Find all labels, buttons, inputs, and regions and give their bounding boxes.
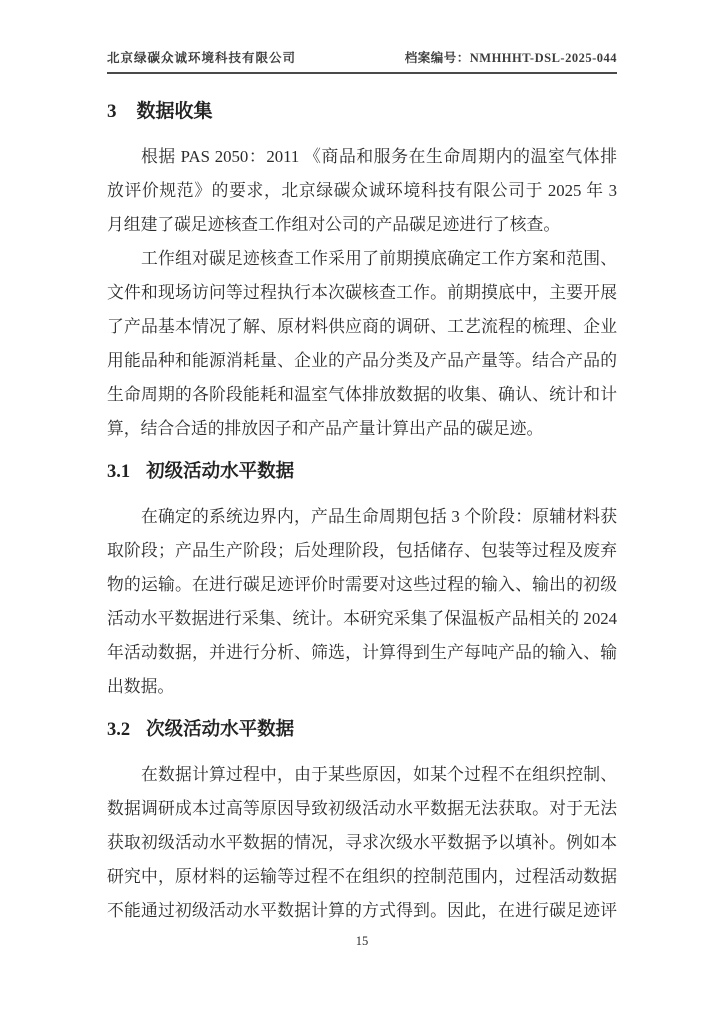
page-number: 15 (355, 934, 369, 948)
paragraph-line: 放评价规范》的要求，北京绿碳众诚环境科技有限公司于 2025 年 3 (107, 181, 617, 200)
paragraph-line: 用能品种和能源消耗量、企业的产品分类及产品产量等。结合产品的 (107, 351, 617, 370)
paragraph-line: 在确定的系统边界内，产品生命周期包括 3 个阶段：原辅材料获 (141, 507, 617, 526)
paragraph-line: 文件和现场访问等过程执行本次碳核查工作。前期摸底中，主要开展 (107, 283, 617, 302)
paragraph-line: 获取初级活动水平数据的情况，寻求次级水平数据予以填补。例如本 (107, 833, 617, 852)
header-file-number-label: 档案编号： (404, 51, 470, 65)
paragraph (107, 242, 617, 446)
paragraph-line: 根据 PAS 2050：2011 《商品和服务在生命周期内的温室气体排 (141, 147, 617, 166)
paragraph-line: 数据调研成本过高等原因导致初级活动水平数据无法获取。对于无法 (107, 799, 617, 818)
header-file-number (405, 48, 617, 66)
paragraph-line: 年活动数据，并进行分析、筛选，计算得到生产每吨产品的输入、输 (107, 643, 617, 662)
page-header (107, 48, 617, 74)
paragraph-line: 月组建了碳足迹核查工作组对公司的产品碳足迹进行了核查。 (107, 215, 561, 234)
paragraph (107, 140, 617, 242)
paragraph-line: 活动水平数据进行采集、统计。本研究采集了保温板产品相关的 2024 (107, 609, 617, 628)
paragraph-line: 研究中，原材料的运输等过程不在组织的控制范围内，过程活动数据 (107, 867, 617, 886)
document-content (107, 0, 617, 949)
paragraph-line: 出数据。 (107, 677, 175, 696)
section-heading-3-1 (107, 458, 617, 486)
section-heading-3-2-title: 次级活动水平数据 (146, 720, 295, 740)
section-heading-3-1-number: 3.1 (107, 462, 131, 482)
section-heading-3 (107, 98, 617, 126)
paragraph-line: 算，结合合适的排放因子和产品产量计算出产品的碳足迹。 (107, 419, 544, 438)
paragraph-line: 不能通过初级活动水平数据计算的方式得到。因此，在进行碳足迹评 (107, 901, 617, 920)
header-file-number-value: NMHHHT-DSL-2025-044 (469, 51, 617, 65)
paragraph-line: 生命周期的各阶段能耗和温室气体排放数据的收集、确认、统计和计 (107, 385, 617, 404)
header-company-name: 北京绿碳众诚环境科技有限公司 (107, 51, 297, 65)
section-heading-3-title: 数据收集 (136, 101, 213, 122)
paragraph-line: 在数据计算过程中，由于某些原因，如某个过程不在组织控制、 (141, 765, 617, 784)
paragraph-line: 取阶段；产品生产阶段；后处理阶段，包括储存、包装等过程及废弃 (107, 541, 617, 560)
paragraph-line: 了产品基本情况了解、原材料供应商的调研、工艺流程的梳理、企业 (107, 317, 617, 336)
section-heading-3-number: 3 (107, 101, 117, 122)
paragraph-line: 工作组对碳足迹核查工作采用了前期摸底确定工作方案和范围、 (141, 249, 617, 268)
section-heading-3-2 (107, 716, 617, 744)
paragraph (107, 758, 617, 928)
paragraph (107, 500, 617, 704)
paragraph-line: 物的运输。在进行碳足迹评价时需要对这些过程的输入、输出的初级 (107, 575, 617, 594)
section-heading-3-1-title: 初级活动水平数据 (146, 462, 295, 482)
section-heading-3-2-number: 3.2 (107, 720, 131, 740)
